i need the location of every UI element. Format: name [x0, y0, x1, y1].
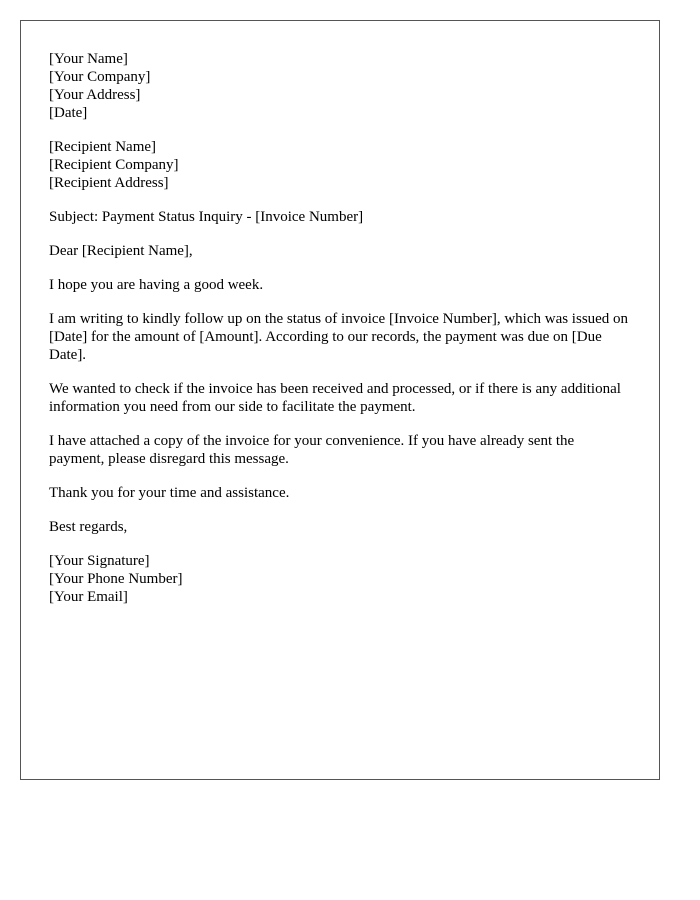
- signature-phone: [Your Phone Number]: [49, 571, 183, 587]
- subject-line: Subject: Payment Status Inquiry - [Invoice Number]: [49, 209, 364, 225]
- letter-page: [20, 20, 660, 780]
- body-paragraph-5: Thank you for your time and assistance.: [49, 485, 290, 501]
- body-paragraph-3: We wanted to check if the invoice has been received and processed, or if there is any additional information you need from our side to facilitate the payment.: [49, 381, 621, 415]
- closing: Best regards,: [49, 519, 128, 535]
- body-paragraph-2: I am writing to kindly follow up on the status of invoice [Invoice Number], which was issued on [Date] for the amount of [Amount]. According to our records, the payment was due on [Due Date].: [49, 311, 629, 363]
- recipient-block: [49, 138, 629, 192]
- recipient-company: [Recipient Company]: [49, 157, 179, 173]
- signature-email: [Your Email]: [49, 589, 128, 605]
- sender-address: [Your Address]: [49, 87, 141, 103]
- body-paragraph-4: I have attached a copy of the invoice for your convenience. If you have already sent the payment, please disregard this message.: [49, 433, 575, 467]
- recipient-address: [Recipient Address]: [49, 175, 169, 191]
- sender-block: [49, 50, 629, 122]
- sender-company: [Your Company]: [49, 69, 151, 85]
- recipient-name: [Recipient Name]: [49, 139, 157, 155]
- signature-block: [49, 552, 629, 606]
- signature: [Your Signature]: [49, 553, 150, 569]
- salutation: Dear [Recipient Name],: [49, 243, 193, 259]
- sender-name: [Your Name]: [49, 51, 128, 67]
- letter-content: [49, 50, 629, 622]
- letter-date: [Date]: [49, 105, 88, 121]
- body-paragraph-1: I hope you are having a good week.: [49, 277, 264, 293]
